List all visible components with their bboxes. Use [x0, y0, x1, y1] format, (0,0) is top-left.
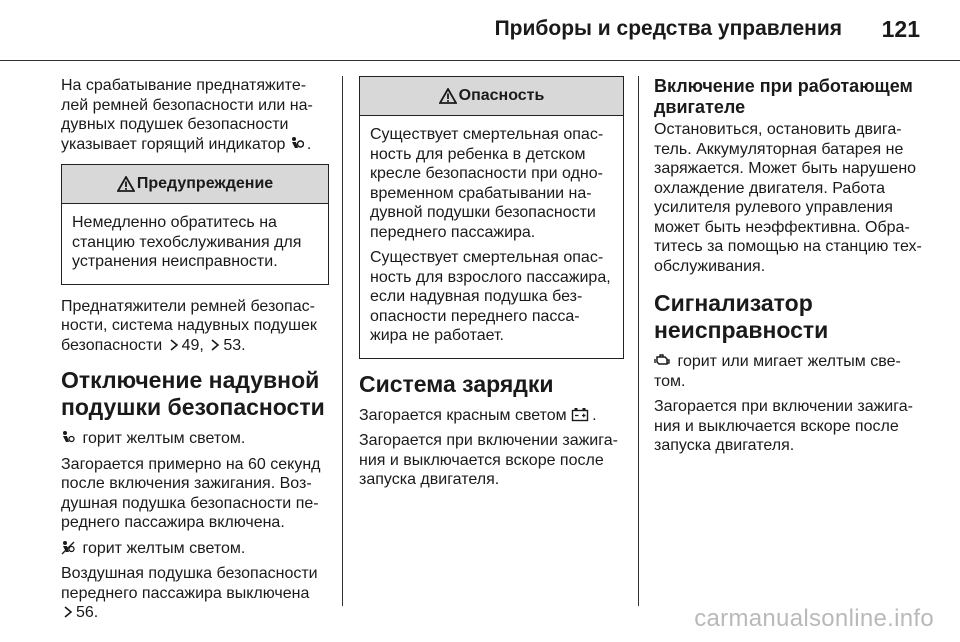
- malfunction-description: Загорается при включении зажига-ния и выключается вскоре после запуска двигателя.: [654, 398, 913, 454]
- airbag-on-text: горит желтым светом.: [82, 430, 246, 447]
- warning-triangle-icon: [439, 88, 457, 104]
- airbag-off-text: горит желтым светом.: [82, 539, 246, 557]
- warning-box-text: Немедленно обратитесь на станцию техобслуживания для устранения неисправности.: [72, 214, 302, 270]
- warning-box-header: [62, 165, 328, 204]
- malfunction-text: горит или мигает желтым све-том.: [654, 353, 901, 390]
- malfunction-paragraph: [654, 352, 924, 391]
- charging-text: Загорается красным светом: [359, 406, 567, 424]
- page-reference-link[interactable]: 53.: [223, 336, 246, 354]
- charging-description: Загорается при включении зажига-ния и выключается вскоре после запуска двигателя.: [359, 432, 618, 488]
- column-3: [654, 76, 924, 462]
- warning-box-body: [62, 204, 328, 284]
- column-1: [61, 76, 329, 629]
- airbag-on-paragraph: [61, 429, 329, 449]
- danger-box-text-2: Существует смертельная опас-ность для взрослого пассажира, если надувная подушка без-опасности переднего пасса-жира не работает.: [370, 249, 611, 344]
- page-reference-icon[interactable]: [63, 606, 73, 618]
- warning-box: [61, 164, 329, 285]
- danger-box: [359, 76, 624, 359]
- column-divider-2: [638, 76, 639, 606]
- reference-text: Преднатяжители ремней безопас-ности, система надувных подушек безопасности: [61, 297, 317, 354]
- column-divider-1: [342, 76, 343, 606]
- page-title: Приборы и средства управления: [494, 17, 842, 40]
- battery-icon: [571, 407, 589, 422]
- page-reference-icon[interactable]: [169, 339, 179, 351]
- danger-box-header: [360, 77, 623, 116]
- intro-text: На срабатывание преднатяжите-лей ремней безопасности или на-дувных подушек безопасности указывает горящий индикатор: [61, 77, 313, 153]
- section-heading-malfunction: Сигнализатор неисправности: [654, 290, 829, 343]
- column-2: [359, 76, 624, 496]
- warning-box-title: Предупреждение: [136, 175, 274, 193]
- page-reference-link[interactable]: 56.: [76, 604, 99, 621]
- airbag-on-description: Загорается примерно на 60 секунд после включения зажигания. Воз-душная подушка безопасности пе-реднего пассажира включена.: [61, 455, 321, 531]
- page-number: 121: [881, 16, 920, 42]
- reference-paragraph: [61, 297, 329, 356]
- airbag-off-paragraph: [61, 539, 329, 559]
- airbag-off-description: [61, 564, 329, 623]
- section-heading-charging: Система зарядки: [359, 370, 554, 397]
- watermark: carmanualsonline.info: [694, 605, 934, 632]
- airbag-indicator-icon: [290, 136, 304, 151]
- airbag-off-indicator-icon: [61, 540, 75, 555]
- danger-box-title: Опасность: [458, 87, 545, 105]
- header-divider: [0, 60, 960, 61]
- engine-running-text: Остановиться, остановить двига-тель. Аккумуляторная батарея не заряжается. Может быть нарушено охлаждение двигателя. Работа усилителя рулевого управления может быть неэффективна. Обра-титесь за помощью на станцию тех-обслуживания.: [654, 121, 922, 275]
- danger-box-body: [360, 116, 623, 358]
- page-header: [0, 0, 960, 64]
- engine-malfunction-icon: [654, 353, 670, 368]
- page-reference-link[interactable]: 49,: [181, 336, 204, 354]
- danger-box-text-1: Существует смертельная опас-ность для ребенка в детском кресле безопасности при одно-временном срабатывании на-дувной подушки безопасности переднего пассажира.: [370, 126, 604, 241]
- airbag-off-desc-text: Воздушная подушка безопасности переднего пассажира выключена: [61, 565, 318, 602]
- warning-triangle-icon: [117, 176, 135, 192]
- airbag-on-indicator-icon: [61, 430, 75, 445]
- charging-paragraph: Загорается красным светом .: [359, 406, 597, 424]
- page-reference-icon[interactable]: [210, 339, 220, 351]
- section-heading-airbag-off: Отключение надувной подушки безопасности: [61, 367, 325, 420]
- subheading-engine-running: Включение при работающем двигателе: [654, 76, 913, 117]
- intro-paragraph: На срабатывание преднатяжите-лей ремней безопасности или на-дувных подушек безопасности указывает горящий индикатор .: [61, 77, 313, 153]
